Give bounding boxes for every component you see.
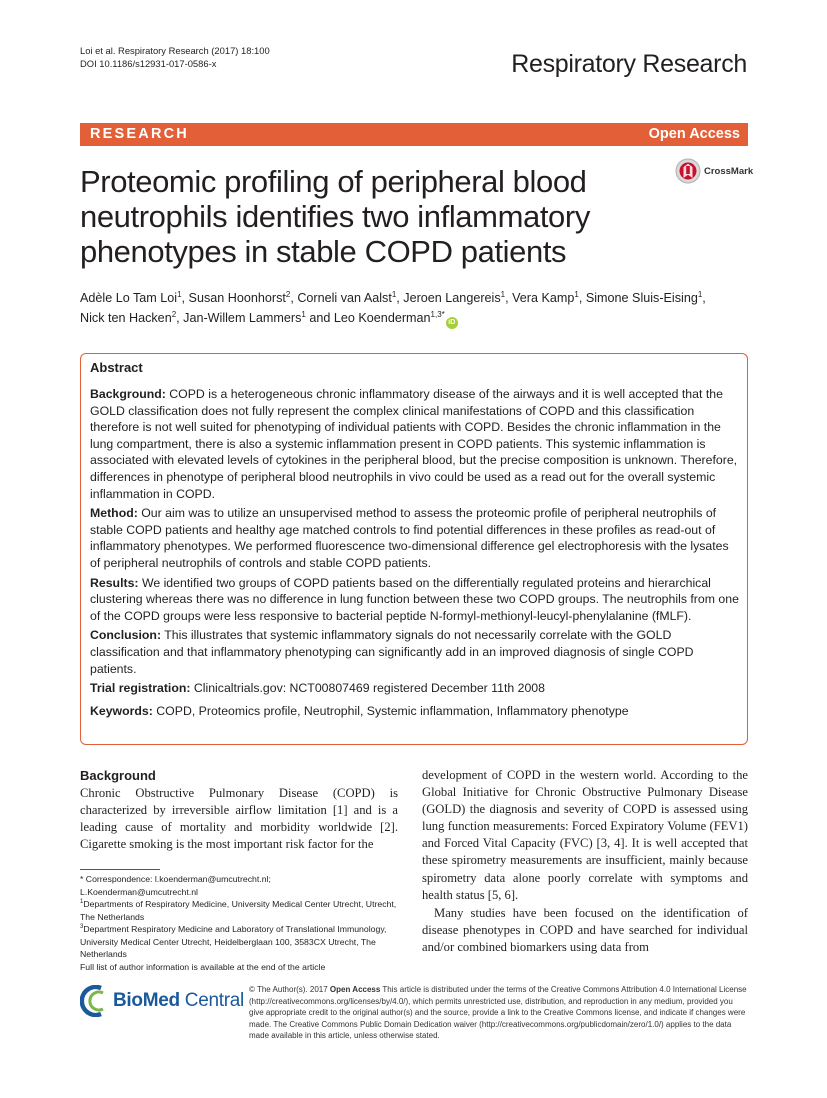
- journal-name: Respiratory Research: [511, 50, 747, 78]
- author-separator: ,: [176, 311, 184, 325]
- crossmark-label: CrossMark: [704, 166, 754, 177]
- author-name: Corneli van Aalst: [297, 291, 392, 305]
- article-title: Proteomic profiling of peripheral blood neutrophils identifies two inflammatory phenotypes in stable COPD patients: [80, 164, 590, 269]
- biomed-central-logo[interactable]: [80, 985, 244, 1019]
- license-notice: [249, 984, 749, 1042]
- abstract-conclusion: [90, 627, 740, 677]
- author-separator: ,: [702, 291, 706, 305]
- section-label: Keywords:: [90, 703, 153, 718]
- author-affiliation: 1: [574, 289, 579, 299]
- section-text: We identified two groups of COPD patients based on the differentially regulated proteins and hierarchical clustering whereas there was no difference in lung function between these two COPD groups. The neutrophils from one of the COPD groups were less responsive to bacterial peptide N-formyl-methionyl-leucyl-phenylalanine (fMLF).: [90, 575, 739, 623]
- author-affiliation: 1: [177, 289, 182, 299]
- author-separator: ,: [290, 291, 298, 305]
- body-paragraph: development of COPD in the western world. According to the Global Initiative for Chronic Obstructive Pulmonary Disease (GOLD) the diagnosis and severity of COPD is assessed using lung function measurements: Forced Expiratory Volume (FEV1) and Forced Vital Capacity (FVC) [3, 4]. It is well accepted that these spirometry measurements are insufficient, mainly because spirometry data alone poorly correlate with symptoms and health status [5, 6].: [422, 768, 748, 902]
- open-access-label: Open Access: [329, 985, 381, 994]
- section-label: Method:: [90, 506, 138, 521]
- author-name: Simone Sluis-Eising: [585, 291, 698, 305]
- affiliation-mark: 1: [80, 899, 84, 906]
- correspondence-email-alt[interactable]: L.Koenderman@umcutrecht.nl: [80, 886, 198, 897]
- biomed-central-wordmark: [113, 990, 244, 1012]
- author-affiliation: 1: [500, 289, 506, 299]
- affiliation-text: Department Respiratory Medicine and Laboratory of Translational Immunology, University Medical Center Utrecht, Heidelberglaan 100, 3583CX Utrecht, The Netherlands: [80, 924, 387, 959]
- author-affiliation: 1: [697, 289, 703, 299]
- license-text: This article is distributed under the terms of the Creative Commons Attribution 4.0 International License (http://creativecommons.org/licenses/by/4.0/), which permits unrestricted use, distribution, and reproduction in any medium, provided you give appropriate credit to the original author(s) and the source, provide a link to the Creative Commons license, and indicate if changes were made. The Creative Commons Public Domain Dedication waiver (http://creativecommons.org/publicdomain/zero/1.0/) applies to the data made available in this article, unless otherwise stated.: [249, 985, 747, 1041]
- correspondence-email[interactable]: * Correspondence: l.koenderman@umcutrecht.nl;: [80, 874, 271, 884]
- crossmark-badge[interactable]: [675, 158, 755, 186]
- author-affiliation: 1: [301, 309, 306, 319]
- crossmark-icon: [675, 158, 701, 184]
- author-separator: ,: [396, 291, 404, 305]
- author-name: Leo Koenderman: [333, 311, 431, 325]
- section-label: Conclusion:: [90, 628, 162, 643]
- section-label: Results:: [90, 575, 139, 590]
- abstract-results: [90, 575, 740, 625]
- author-affiliation: 2: [171, 309, 177, 319]
- body-paragraph: Chronic Obstructive Pulmonary Disease (COPD) is characterized by irreversible airflow limitation [1] and is a leading cause of mortality and morbidity worldwide [2]. Cigarette smoking is the most important risk factor for the: [80, 786, 398, 852]
- abstract-heading: Abstract: [90, 360, 143, 375]
- left-column: [80, 767, 398, 853]
- author-separator: ,: [181, 291, 189, 305]
- affiliation-text: Departments of Respiratory Medicine, University Medical Center Utrecht, Utrecht, The Netherlands: [80, 899, 397, 922]
- section-text: This illustrates that systemic inflammatory signals do not necessarily correlate with the GOLD classification and that inflammatory phenotyping can significantly add in an improved diagnosis of single COPD patients.: [90, 628, 694, 676]
- author-name: Adèle Lo Tam Loi: [80, 291, 178, 305]
- footnotes: [80, 873, 410, 973]
- open-access-label: Open Access: [648, 126, 740, 142]
- author-affiliation: 2: [285, 289, 291, 299]
- abstract-box: [80, 353, 748, 745]
- author-name: Susan Hoonhorst: [188, 291, 286, 305]
- biomed-central-logo-icon: [80, 985, 110, 1017]
- doi-line: DOI 10.1186/s12931-017-0586-x: [80, 58, 217, 69]
- author-separator: and: [305, 311, 334, 325]
- logo-light: Central: [179, 990, 244, 1011]
- affiliation-3: [80, 923, 410, 961]
- abstract-background: [90, 386, 740, 502]
- correspondence: [80, 873, 410, 898]
- abstract-trial-registration: [90, 680, 740, 697]
- right-column: [422, 767, 748, 956]
- section-text: COPD, Proteomics profile, Neutrophil, Systemic inflammation, Inflammatory phenotype: [156, 703, 629, 718]
- section-label: Background:: [90, 387, 166, 401]
- author-affiliation: 1,3*: [430, 309, 445, 319]
- abstract-body: [90, 386, 740, 722]
- section-text: COPD is a heterogeneous chronic inflammatory disease of the airways and it is well accepted that the GOLD classification does not fully represent the complex clinical manifestations of COPD and this classification therefore is not well suited for phenotyping of individual patients with COPD. Besides the chronic inflammation in the lung compartment, there is also a systemic inflammation present in COPD patients. This systemic inflammation is associated with elevated levels of cytokines in the peripheral blood, but the precise composition is unknown. Therefore, differences in phenotype of peripheral blood neutrophils in vivo could be used as a read out for the overall systemic inflammation in COPD.: [90, 387, 738, 501]
- section-heading: Background: [80, 768, 156, 783]
- article-type-banner: [80, 123, 748, 146]
- author-info-note: Full list of author information is available at the end of the article: [80, 961, 326, 972]
- author-name: Nick ten Hacken: [80, 311, 172, 325]
- copyright: © The Author(s). 2017: [249, 985, 328, 994]
- citation: [80, 44, 270, 70]
- author-affiliation: 1: [391, 289, 397, 299]
- author-name: Jeroen Langereis: [403, 291, 501, 305]
- section-text: Our aim was to utilize an unsupervised method to assess the proteomic profile of peripheral neutrophils of stable COPD patients and healthy age matched controls to find potential differences in these profiles as read-out of inflammatory phenotypes. We performed fluorescence two-dimensional difference gel electrophoresis with the lysates of peripheral neutrophils of controls and stable COPD patients.: [90, 506, 729, 570]
- affiliation-mark: 3: [80, 924, 84, 931]
- affiliation-1: [80, 898, 410, 923]
- body-paragraph: Many studies have been focused on the identification of disease phenotypes in COPD and have searched for individual and/or combined biomarkers using data from: [422, 905, 748, 954]
- section-label: Trial registration:: [90, 681, 191, 696]
- author-separator: ,: [505, 291, 513, 305]
- author-list: [80, 288, 760, 329]
- abstract-keywords: [90, 703, 740, 720]
- footnote-divider: [80, 869, 160, 870]
- author-separator: ,: [578, 291, 586, 305]
- section-text: Clinicaltrials.gov: NCT00807469 registered December 11th 2008: [193, 681, 545, 696]
- author-name: Jan-Willem Lammers: [183, 311, 302, 325]
- author-name: Vera Kamp: [512, 291, 575, 305]
- orcid-icon[interactable]: iD: [446, 317, 458, 329]
- article-type-label: RESEARCH: [90, 126, 189, 142]
- logo-bold: BioMed: [113, 990, 180, 1011]
- abstract-method: [90, 505, 740, 571]
- citation-line: Loi et al. Respiratory Research (2017) 18:100: [80, 45, 270, 56]
